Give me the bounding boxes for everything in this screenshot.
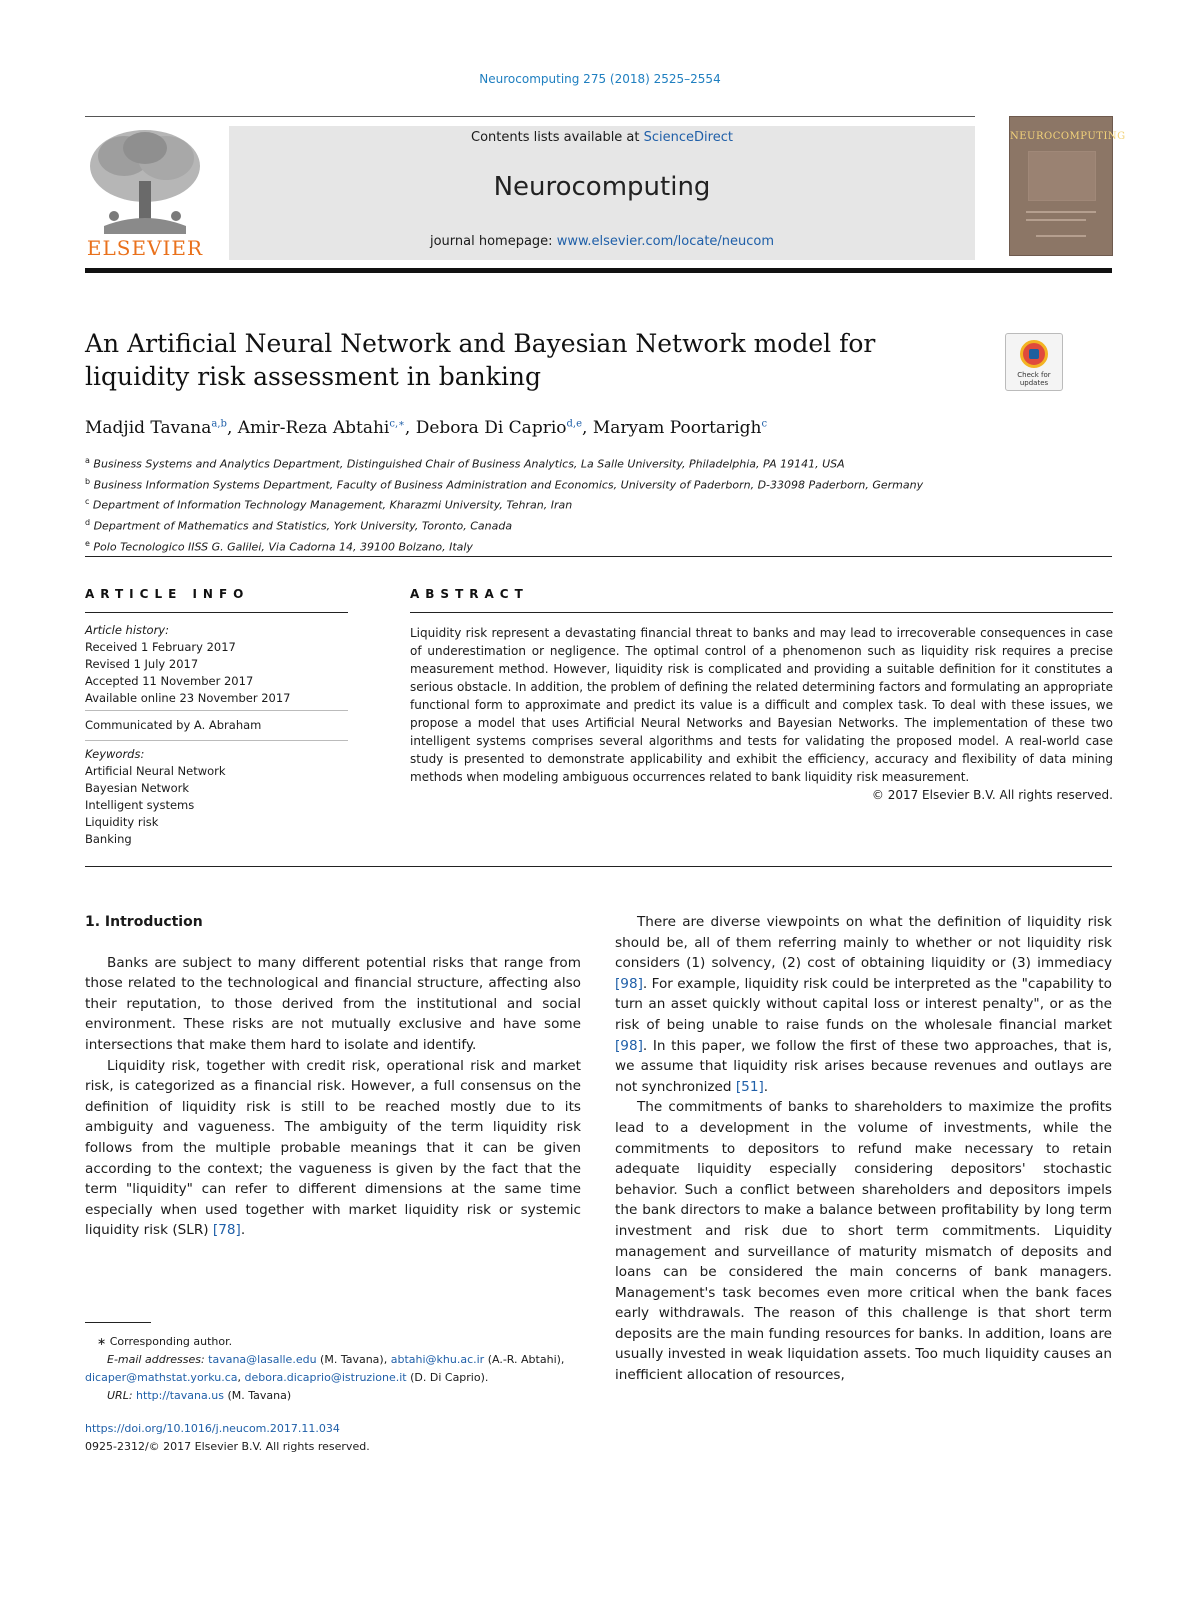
email-label: E-mail addresses: xyxy=(107,1353,209,1366)
info-rule xyxy=(85,612,348,613)
contents-prefix: Contents lists available at xyxy=(471,130,644,145)
affil-text: Department of Information Technology Management, Kharazmi University, Tehran, Iran xyxy=(92,498,573,512)
author-affil-mark[interactable]: c xyxy=(761,418,768,430)
cover-title: NEUROCOMPUTING xyxy=(1010,131,1126,142)
email-line xyxy=(85,1351,565,1369)
url-label: URL: xyxy=(107,1389,137,1402)
paragraph-text: . In this paper, we follow the first of these two approaches, that is, we assume that liquidity risk arises because revenues and outlays are not synchronized xyxy=(615,1037,1112,1095)
abstract xyxy=(410,624,1113,804)
author-name[interactable]: Debora Di Caprio xyxy=(415,418,567,438)
journal-reference[interactable]: Neurocomputing 275 (2018) 2525–2554 xyxy=(479,72,721,86)
affil-mark: d xyxy=(85,517,91,527)
keyword: Liquidity risk xyxy=(85,815,159,829)
affiliation xyxy=(85,535,1085,556)
affil-mark: e xyxy=(85,538,90,548)
info-rule xyxy=(85,710,348,711)
affiliation xyxy=(85,514,1085,535)
history-item: Available online 23 November 2017 xyxy=(85,691,291,705)
doi-link[interactable]: https://doi.org/10.1016/j.neucom.2017.11.034 xyxy=(85,1422,340,1435)
paragraph-text: . For example, liquidity risk could be interpreted as the "capability to turn an asset quickly without capital loss or interest penalty", or as the risk of being unable to raise funds on the wholesale financial market xyxy=(615,975,1112,1033)
affiliation xyxy=(85,473,1085,494)
crossmark-icon xyxy=(1020,340,1048,368)
history-item: Revised 1 July 2017 xyxy=(85,657,199,671)
journal-name: Neurocomputing xyxy=(493,172,711,202)
issn-line: 0925-2312/© 2017 Elsevier B.V. All rights reserved. xyxy=(85,1440,370,1453)
url-owner: (M. Tavana) xyxy=(223,1389,292,1402)
affiliations xyxy=(85,452,1085,555)
paragraph-text: There are diverse viewpoints on what the definition of liquidity risk should be, all of them referring mainly to whether or not liquidity risk considers (1) solvency, (2) cost of obtaining liquidity or (3) immediacy xyxy=(615,914,1112,972)
doi-block xyxy=(85,1420,565,1456)
affil-text: Business Systems and Analytics Department, Distinguished Chair of Business Analytics, La Salle University, Philadelphia, PA 19141, USA xyxy=(93,457,845,471)
footnote-rule xyxy=(85,1322,151,1323)
abstract-rule xyxy=(410,612,1113,613)
cover-line xyxy=(1036,235,1086,237)
body-right-column xyxy=(615,912,1112,1386)
affiliation xyxy=(85,452,1085,473)
author-list xyxy=(85,418,1085,438)
top-rule xyxy=(85,116,975,117)
paragraph: The commitments of banks to shareholders to maximize the profits lead to a development in the volume of investments, while the commitments to depositors to refund make necessary to retain adequate liquidity especially considering depositors' stochastic behavior. Such a conflict between shareholders and depositors impels the bank directors to make a balance between profitability by long term investment and risk due to short term commitments. Liquidity management and surveillance of maturity mismatch of deposits and loans can be considered the main concerns of bank managers. Management's task becomes even more critical when the bank faces early withdrawals. The reason of this challenge is that short term deposits are the main funding resources for banks. In addition, loans are usually invested in weak liquidation assets. Too much liquidity causes an inefficient allocation of resources, xyxy=(615,1099,1112,1384)
crossmark-badge[interactable] xyxy=(1005,333,1063,391)
cover-line xyxy=(1026,211,1096,213)
journal-masthead xyxy=(229,126,975,260)
email-owner: (D. Di Caprio). xyxy=(406,1371,489,1384)
citation-link[interactable]: [98] xyxy=(615,1037,643,1054)
email-line xyxy=(85,1369,565,1387)
article-title: An Artificial Neural Network and Bayesian Network model for liquidity risk assessment in banking xyxy=(85,329,876,391)
author-separator: , xyxy=(404,418,416,438)
keyword: Banking xyxy=(85,832,132,846)
url-link[interactable]: http://tavana.us xyxy=(136,1389,224,1402)
author-affil-mark[interactable]: d,e xyxy=(566,418,583,430)
author-separator: , xyxy=(582,418,593,438)
header-thick-rule xyxy=(85,268,1112,273)
author-name[interactable]: Maryam Poortarigh xyxy=(592,418,762,438)
abstract-copyright: © 2017 Elsevier B.V. All rights reserved. xyxy=(871,788,1113,802)
paragraph-text: . xyxy=(240,1222,246,1239)
keyword: Artificial Neural Network xyxy=(85,764,226,778)
email-owner: (A.-R. Abtahi), xyxy=(484,1353,565,1366)
email-owner: (M. Tavana), xyxy=(316,1353,391,1366)
affil-mark: b xyxy=(85,476,91,486)
article-history xyxy=(85,622,348,707)
section-heading: 1. Introduction xyxy=(85,914,203,930)
affil-text: Department of Mathematics and Statistics, York University, Toronto, Canada xyxy=(93,519,513,533)
author-separator: , xyxy=(226,418,238,438)
paragraph xyxy=(85,1056,581,1241)
email-link[interactable]: abtahi@khu.ac.ir xyxy=(390,1353,485,1366)
section-rule xyxy=(85,866,1112,867)
email-link[interactable]: tavana@lasalle.edu xyxy=(208,1353,317,1366)
affil-mark: c xyxy=(85,497,90,507)
homepage-link[interactable]: www.elsevier.com/locate/neucom xyxy=(556,234,775,249)
keywords xyxy=(85,746,348,848)
journal-cover[interactable] xyxy=(1009,116,1126,256)
keyword: Bayesian Network xyxy=(85,781,190,795)
keywords-label: Keywords: xyxy=(85,747,145,761)
article-info-heading: ARTICLE INFO xyxy=(85,587,250,601)
history-label: Article history: xyxy=(85,623,169,637)
homepage-prefix: journal homepage: xyxy=(429,234,557,249)
contents-line xyxy=(229,130,975,145)
elsevier-wordmark: ELSEVIER xyxy=(86,236,204,260)
cover-line xyxy=(1026,219,1086,221)
paragraph xyxy=(615,912,1112,1097)
body-left-column xyxy=(85,912,581,1241)
cover-graphic xyxy=(1028,151,1096,201)
communicated-by: Communicated by A. Abraham xyxy=(85,718,262,732)
email-link[interactable]: debora.dicaprio@istruzione.it xyxy=(244,1371,407,1384)
abstract-heading: ABSTRACT xyxy=(410,587,529,601)
citation-link[interactable]: [78] xyxy=(212,1222,241,1239)
crossmark-label: Check for updates xyxy=(1017,371,1051,387)
elsevier-logo xyxy=(84,126,206,260)
author-affil-mark[interactable]: a,b xyxy=(211,418,227,430)
affil-text: Business Information Systems Department, Faculty of Business Administration and Economics, University of Paderborn, D-33098 Paderborn, Germany xyxy=(93,478,924,492)
history-item: Accepted 11 November 2017 xyxy=(85,674,254,688)
abstract-text: Liquidity risk represent a devastating financial threat to banks and may lead to irrecoverable consequences in case of underestimation or negligence. The optimal control of a phenomenon such as liquidity risk requires a precise measurement method. However, liquidity risk is complicated and providing a suitable definition for it constitutes a serious obstacle. In addition, the problem of defining the related determining factors and formulating an appropriate functional form to approximate and predict its value is a difficult and complex task. To deal with these issues, we propose a model that uses Artificial Neural Networks and Bayesian Networks. The implementation of these two intelligent systems comprises several algorithms and tests for validating the proposed model. A real-world case study is presented to demonstrate applicability and exhibit the efficiency, accuracy and flexibility of data mining methods when modeling ambiguous occurrences related to bank liquidity risk measurement. xyxy=(410,626,1113,784)
section-rule xyxy=(85,556,1112,557)
author-name[interactable]: Madjid Tavana xyxy=(85,418,212,438)
corresponding-author-note: ∗ Corresponding author. xyxy=(97,1335,233,1348)
footnotes xyxy=(85,1333,565,1405)
citation-link[interactable]: [51] xyxy=(735,1078,764,1095)
author-affil-mark[interactable]: c,∗ xyxy=(389,418,405,430)
affil-text: Polo Tecnologico IISS G. Galilei, Via Cadorna 14, 39100 Bolzano, Italy xyxy=(93,540,473,554)
paragraph-text: Liquidity risk, together with credit risk, operational risk and market risk, is categorized as a financial risk. However, a full consensus on the definition of liquidity risk is still to be reached mostly due to its ambiguity and vagueness. The ambiguity of the term liquidity risk follows from the multiple probable meanings that it can be given according to the context; the vagueness is given by the fact that the term "liquidity" can refer to different dimensions at the same time especially when used together with market liquidity risk or systemic liquidity risk (SLR) xyxy=(85,1057,581,1239)
paragraph-text: . xyxy=(763,1078,769,1095)
email-separator: , xyxy=(237,1371,245,1384)
affil-mark: a xyxy=(85,456,90,465)
info-rule xyxy=(85,740,348,741)
citation-link[interactable]: [98] xyxy=(615,975,643,992)
url-line xyxy=(85,1387,565,1405)
author-name[interactable]: Amir-Reza Abtahi xyxy=(237,418,390,438)
email-link[interactable]: dicaper@mathstat.yorku.ca xyxy=(85,1371,238,1384)
paragraph: Banks are subject to many different potential risks that range from those related to the technological and financial structure, affecting also their reputation, to those derived from the institutional and social environment. These risks are not mutually exclusive and have some intersections that make them hard to isolate and identify. xyxy=(85,954,581,1053)
sciencedirect-link[interactable]: ScienceDirect xyxy=(643,130,733,145)
homepage-line xyxy=(229,234,975,249)
keyword: Intelligent systems xyxy=(85,798,195,812)
affiliation xyxy=(85,493,1085,514)
history-item: Received 1 February 2017 xyxy=(85,640,236,654)
tree-icon xyxy=(84,126,206,236)
